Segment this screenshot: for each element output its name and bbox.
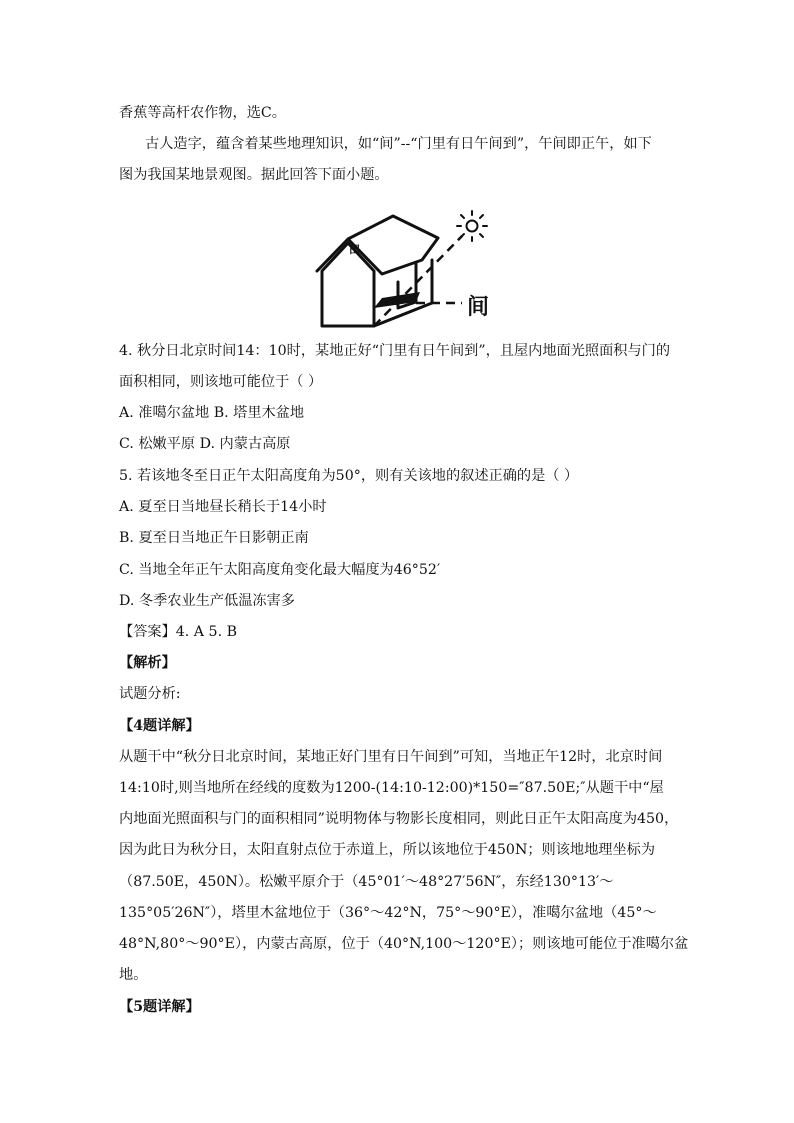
question-5-option-c: C. 当地全年正午太阳高度角变化最大幅度为46°52′ bbox=[119, 562, 441, 578]
detail-line-8: 地。 bbox=[119, 967, 148, 983]
house-illustration bbox=[312, 208, 498, 332]
analysis-heading: 【解析】 bbox=[119, 655, 176, 671]
question-4-line-2: 面积相同，则该地可能位于（ ） bbox=[119, 374, 323, 390]
question-5-option-b: B. 夏至日当地正午日影朝正南 bbox=[119, 530, 309, 546]
analysis-intro: 试题分析: bbox=[119, 686, 181, 702]
detail-line-6: 135°05′26N″），塔里木盆地位于（36°～42°N，75°～90°E），准噶尔盆地（45°～ bbox=[119, 905, 657, 921]
detail-line-2: 14:10时,则当地所在经线的度数为1200-(14:10-12:00)*150=″87.50E;″从题干中“屋 bbox=[119, 780, 664, 796]
detail-line-7: 48°N,80°～90°E），内蒙古高原，位于（40°N,100～120°E）；则该地可能位于准噶尔盆 bbox=[119, 936, 689, 952]
detail-line-4: 因为此日为秋分日，太阳直射点位于赤道上，所以该地位于450N；则该地地理坐标为 bbox=[119, 842, 656, 858]
question-5-stem: 5. 若该地冬至日正午太阳高度角为50°，则有关该地的叙述正确的是（ ） bbox=[119, 468, 579, 484]
line-1: 香蕉等高杆农作物，选C。 bbox=[119, 105, 286, 121]
sun-icon bbox=[457, 211, 487, 241]
question-5-detail-heading: 【5题详解】 bbox=[119, 999, 200, 1015]
question-4-options-cd: C. 松嫩平原 D. 内蒙古高原 bbox=[119, 436, 291, 452]
question-4-options-ab: A. 准噶尔盆地 B. 塔里木盆地 bbox=[119, 405, 305, 421]
detail-line-1: 从题干中“秋分日北京时间，某地正好门里有日午间到”可知，当地正午12时，北京时间 bbox=[119, 749, 663, 765]
detail-line-5: （87.50E，450N）。松嫩平原介于（45°01′～48°27′56N″，东经130°13′～ bbox=[119, 874, 614, 890]
question-5-option-d: D. 冬季农业生产低温冻害多 bbox=[119, 593, 295, 609]
detail-line-3: 内地面光照面积与门的面积相同”说明物体与物影长度相同，则此日正午太阳高度为450， bbox=[119, 811, 679, 827]
question-4-line-1: 4. 秋分日北京时间14：10时，某地正好“门里有日午间到”，且屋内地面光照面积与门的 bbox=[119, 343, 671, 359]
figure-caption-jian: 间 bbox=[467, 294, 490, 320]
answer-line: 【答案】4. A 5. B bbox=[119, 624, 238, 640]
window-glyph: 田 bbox=[349, 244, 360, 256]
question-4-detail-heading: 【4题详解】 bbox=[119, 718, 200, 734]
question-5-option-a: A. 夏至日当地昼长稍长于14小时 bbox=[119, 499, 327, 515]
line-3: 图为我国某地景观图。据此回答下面小题。 bbox=[119, 167, 389, 183]
line-2: 古人造字，蕴含着某些地理知识，如“间”--“门里有日午间到”，午间即正午，如下 bbox=[145, 136, 652, 152]
